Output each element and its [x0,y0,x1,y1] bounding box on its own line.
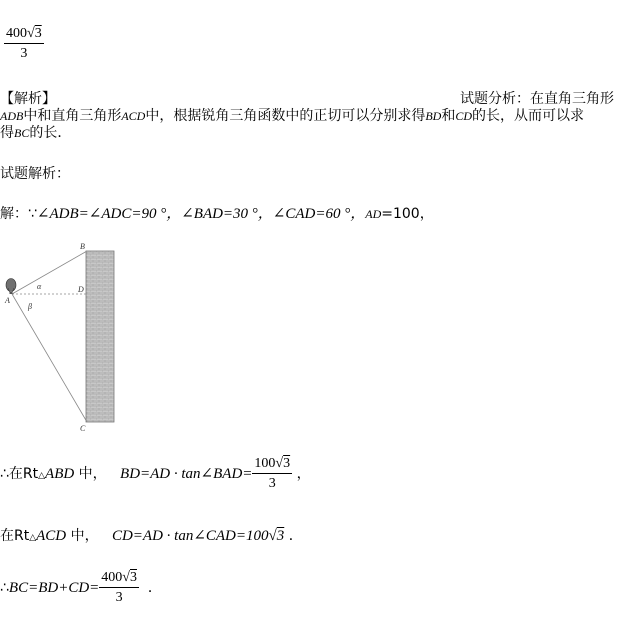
step3-num-rad: 3 [129,570,137,585]
step1-line: ∴在Rt△ABD 中， BD=AD · tan∠BAD= $\frac{100√3}{3}$ ， [0,456,311,492]
step2-expr: CD=AD · tan∠CAD=100 [111,528,269,544]
balloon-icon [6,279,16,295]
answer-num-coef: 400 [6,26,27,41]
step1-num-rad: 3 [283,456,291,471]
step2-tri: ACD [36,528,67,544]
step3-den: 3 [115,590,123,606]
step1-end: ， [296,466,311,483]
step1-prefix: ∴在Rt [0,466,39,483]
answer-num-rad: 3 [34,26,42,41]
answer-fraction: $\frac{400√3}{3}$ [6,26,42,62]
analysis-tri1: ADB [0,109,24,123]
given-ad-val: =100， [381,206,434,222]
step1-tri: ABD [45,466,75,483]
label-B: B [80,242,85,251]
step3-num-coef: 400 [101,570,123,585]
step2-rad: 3 [276,528,285,544]
label-alpha: α [37,282,42,291]
label-D: D [78,285,84,294]
triangle-icon: △ [29,533,37,543]
given-ad: AD [365,207,382,221]
step3-line: ∴BC=BD+CD= $\frac{400√3}{3}$ ． [0,570,162,606]
analysis-and: 和 [441,108,456,124]
triangle-icon: △ [38,471,46,482]
given-line [0,202,434,223]
analysis-line2-end: 的长． [29,125,72,141]
analysis-bc: BC [14,126,30,140]
step1-num-coef: 100 [254,456,276,471]
line-AB [12,251,87,294]
step2-line: 在Rt△ACD 中， CD=AD · tan∠CAD=100√3 ． [0,528,303,544]
step3-prefix: ∴ [0,580,9,597]
step2-prefix: 在Rt [0,528,30,544]
analysis-text: 中，根据锐角三角函数中的正切可以分别求得 [145,108,426,124]
step1-den: 3 [268,476,276,492]
label-beta: β [28,302,32,311]
step2-mid: 中， [66,528,99,544]
geometry-figure [0,240,124,434]
label-A: A [5,296,10,305]
analysis-line2-start: 得 [0,125,14,141]
given-math: ∠ADB=∠ADC=90 °，∠BAD=30 °，∠CAD=60 °， [36,206,366,222]
analysis-mid: 中和直角三角形 [23,108,122,124]
step1-mid: 中， [74,466,107,483]
analysis-line1 [0,105,584,125]
analysis-bd: BD [425,109,442,123]
step1-expr: BD=AD · tan∠BAD= [120,466,253,483]
analysis-line2 [0,122,71,142]
analysis-tri2: ACD [121,109,146,123]
analysis-end: 的长，从而可以求 [472,108,584,124]
analysis-cd: CD [455,109,472,123]
answer-den: 3 [20,46,28,62]
building [86,251,114,422]
step3-end: ． [147,580,162,597]
solution-header: 试题解析： [0,166,70,182]
given-prefix: 解：∵ [0,206,37,222]
line-AC [12,294,87,422]
analysis-header: 【解析】 [0,91,56,107]
analysis-label: 试题分析：在直角三角形 [460,91,614,107]
step2-end: ． [288,528,303,544]
step3-expr: BC=BD+CD= [8,580,100,597]
label-C: C [80,424,86,433]
